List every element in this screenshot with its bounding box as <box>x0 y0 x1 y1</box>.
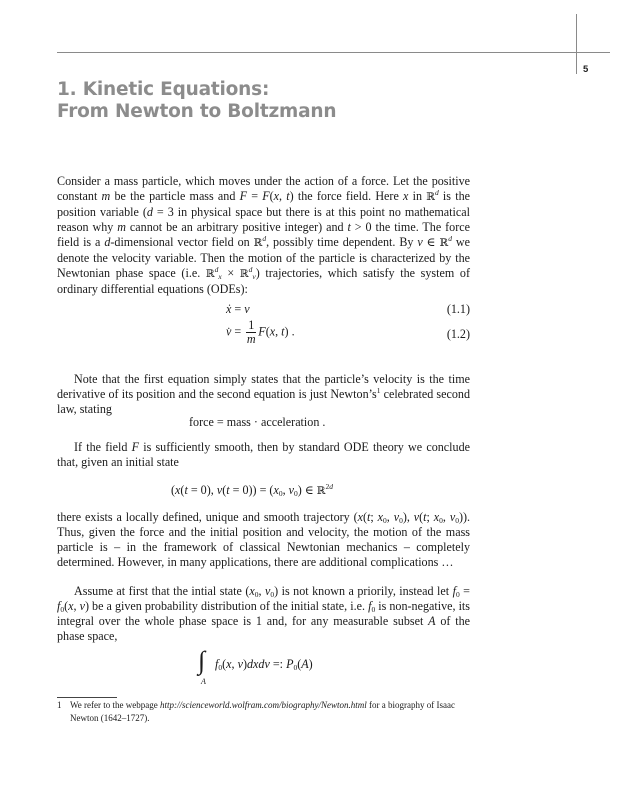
chapter-title-line-1: 1. Kinetic Equations: <box>57 79 270 100</box>
header-rule <box>57 52 610 53</box>
paragraph-intro: Consider a mass particle, which moves under the action of a force. Let the positive constant m be the particle mass and F = F(x, t) the force field. Here x in ℝ$^d$ is the position variable (d = 3 in physical space but there is at this point no mathematical reason why m cannot be an arbitrary positive integer) and t > 0 the time. The force field is a d-dimensional vector field on ℝ$^d$, possibly time dependent. By v ∈ ℝ$^d$ we denote the velocity variable. Then the motion of the particle is characterized by the Newtonian phase space (i.e. ℝ$^d_x$ × ℝ$^d_v$) trajectories, which satisfy the system of ordinary differential equations (ODEs): <box>57 174 471 296</box>
equation-initial-state: (x(t = 0), $v(t = 0)) = (x_0$, $v_0$) ∈ ℝ$^{2d}$ <box>171 482 334 498</box>
paragraph-trajectory: there exists a locally defined, unique and smooth trajectory (x(t; $x_0$, $v_0$), v(t; $x_0$, $v_0$)). Thus, given the force and the initial position and velocity, the motion of the mass particle is – in the framework of classical Newtonian mechanics – completely determined. However, in many applications, there are additional complications … <box>57 510 471 569</box>
chapter-title <box>57 79 336 123</box>
page-number: 5 <box>583 64 589 75</box>
equation-probability: $f_0(x$, v)dxdv =: $P_0(A)$ <box>215 657 313 672</box>
footnote-text: We refer to the webpage http://scienceworld.wolfram.com/biography/Newton.html for a biography of Isaac Newton (1642–1727). <box>70 700 455 723</box>
equation-force-law: force = mass · acceleration . <box>189 415 326 429</box>
equation-1-2: v̇ = $\frac{1}{m}$ F(x, t) . <box>226 318 295 346</box>
header-vertical-rule <box>576 14 577 74</box>
integral-sign: ∫ <box>198 646 206 675</box>
footnote-url[interactable]: http://scienceworld.wolfram.com/biography/Newton.html <box>159 700 367 710</box>
paragraph-newton-law: Note that the first equation simply states that the particle’s velocity is the time derivative of its position and the second equation is just $Newton’s^1$ celebrated second law, stating <box>57 372 470 416</box>
footnote-mark: 1 <box>57 700 62 710</box>
equation-1-1-label: (1.1) <box>446 302 470 316</box>
integral-domain: A <box>201 677 206 686</box>
equation-1-1: ẋ = v <box>226 302 250 316</box>
paragraph-ode-theory: If the field F is sufficiently smooth, then by standard ODE theory we conclude that, given an initial state <box>57 440 471 469</box>
chapter-title-line-2: From Newton to Boltzmann <box>57 101 337 122</box>
equation-1-2-label: (1.2) <box>446 327 470 341</box>
footnote <box>57 699 470 725</box>
paragraph-probability: Assume at first that the intial state ($x_0$, $v_0$) is not known a priorily, instead let $f_0 = f_0(x$, v) be a given probability distribution of the initial state, i.e. $f_0$ is non-negative, its integral over the whole phase space is 1 and, for any measurable subset A of the phase space, <box>57 584 471 643</box>
footnote-rule <box>57 697 117 698</box>
